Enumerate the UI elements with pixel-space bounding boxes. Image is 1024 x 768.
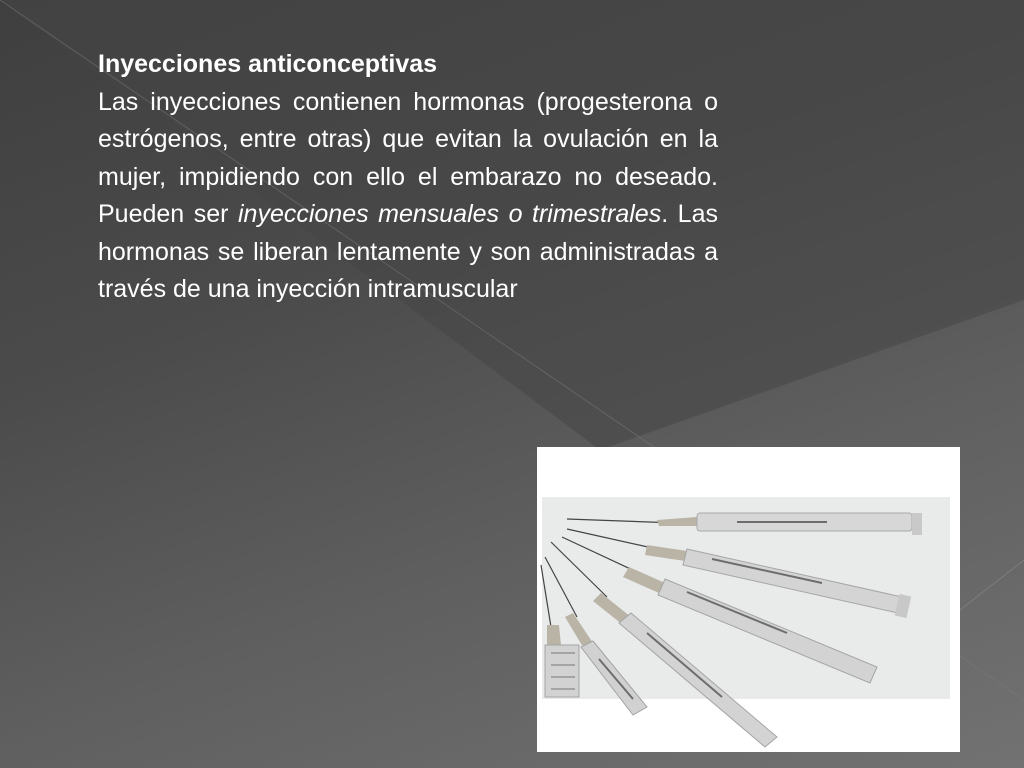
text-content [98, 46, 718, 309]
body-paragraph [98, 84, 718, 309]
syringes-illustration [537, 447, 960, 752]
syringes-photo [537, 447, 960, 752]
body-text-part-1: Las inyecciones contienen hormonas (progesterona o estrógenos, entre otras) que evitan la ovulación en la mujer, impidiendo con ello el embarazo no deseado. Pueden ser [98, 87, 718, 228]
slide-title: Inyecciones anticonceptivas [98, 50, 438, 78]
body-text-emphasis: inyecciones mensuales o trimestrales [237, 200, 662, 228]
body-text-part-2: . Las hormonas se liberan lentamente y son administradas a través de una inyección intramuscular [98, 200, 718, 303]
